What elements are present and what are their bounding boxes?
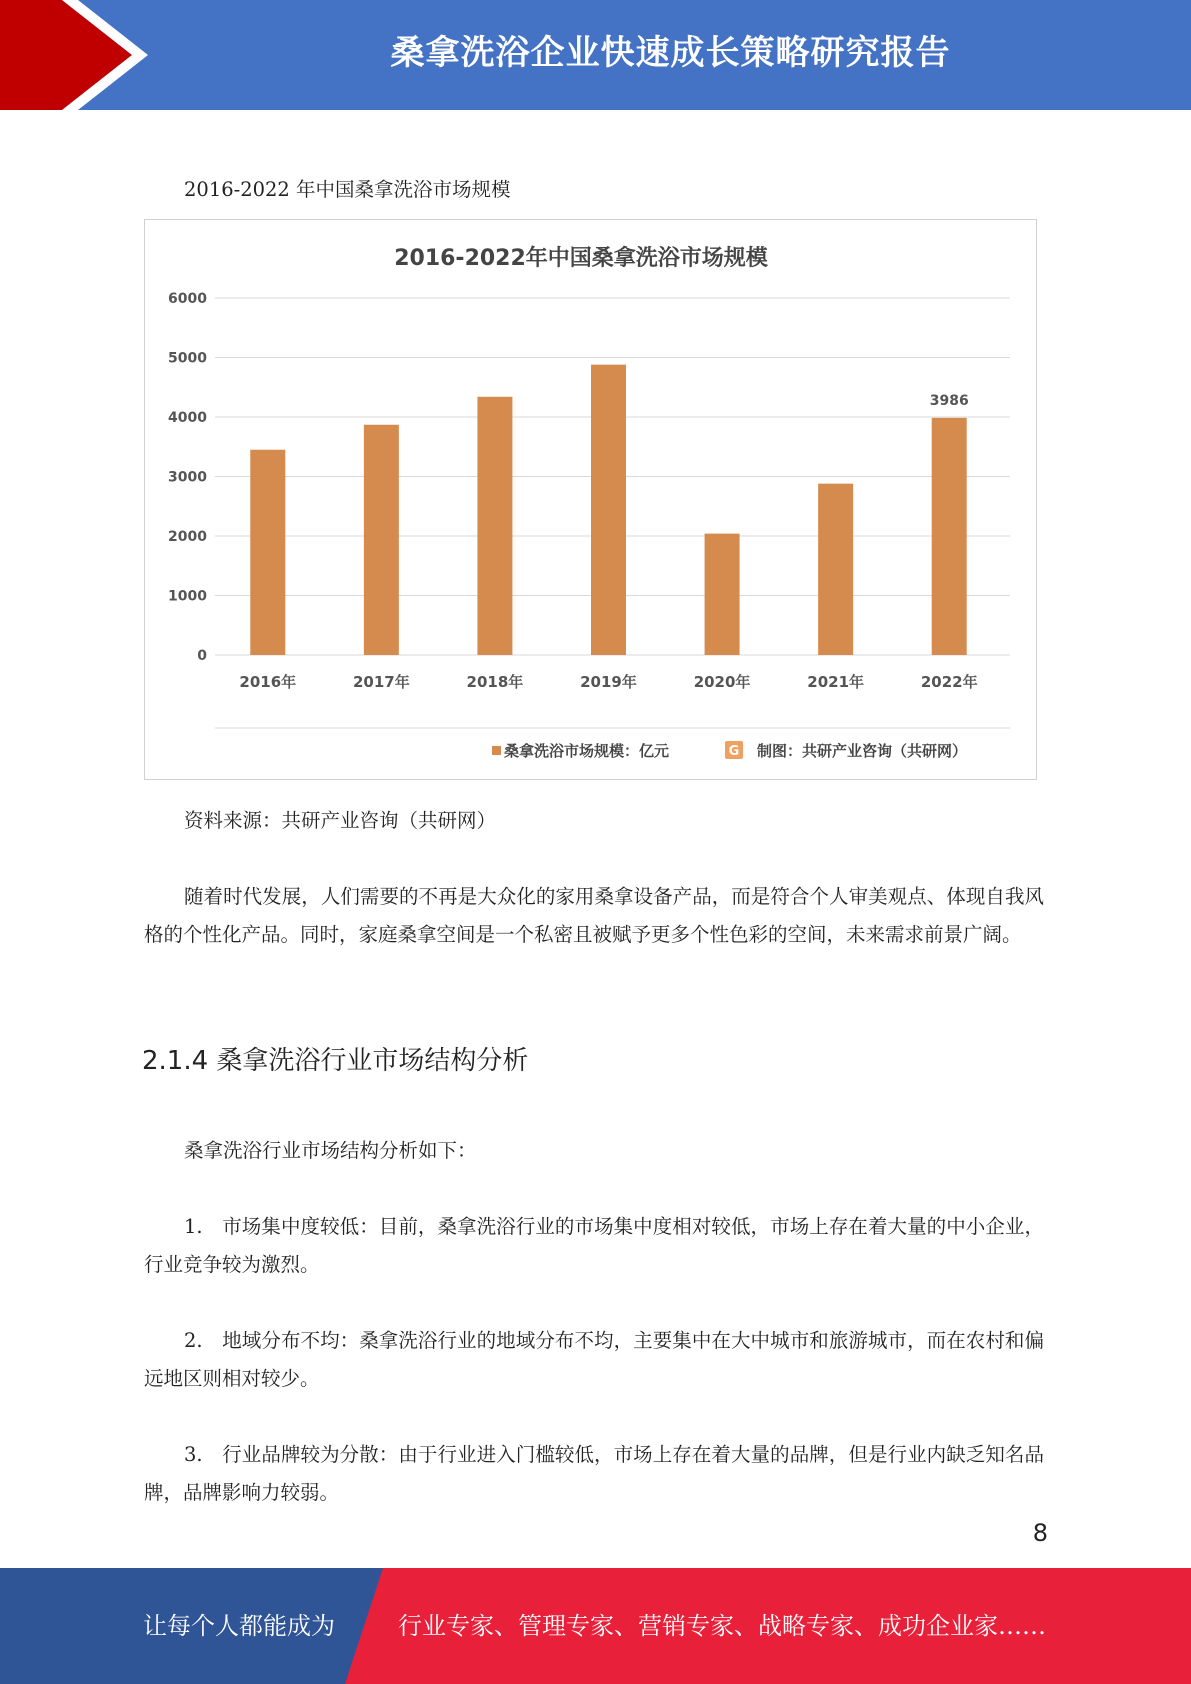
header-arrow-decoration	[0, 0, 160, 110]
x-tick-label: 2017年	[352, 673, 410, 691]
page-header	[0, 0, 1191, 110]
y-tick-label: 2000	[168, 529, 207, 545]
y-tick-label: 5000	[168, 350, 207, 367]
data-label: 3986	[929, 392, 969, 409]
figure-caption: 2016-2022 年中国桑拿洗浴市场规模	[184, 178, 511, 201]
bar	[818, 484, 853, 655]
x-tick-label: 2020年	[693, 673, 751, 691]
footer-slogan-left: 让每个人都能成为	[143, 1612, 335, 1640]
chart-credit: 制图：共研产业咨询（共研网）	[757, 742, 968, 760]
x-tick-label: 2019年	[580, 673, 637, 691]
section-heading: 2.1.4 桑拿洗浴行业市场结构分析	[142, 1046, 529, 1076]
bar	[250, 450, 285, 655]
y-tick-label: 0	[197, 648, 207, 664]
paragraph-intro: 桑拿洗浴行业市场结构分析如下：	[184, 1139, 477, 1162]
x-tick-label: 2016年	[239, 673, 297, 691]
report-title: 桑拿洗浴企业快速成长策略研究报告	[390, 33, 951, 73]
page-footer	[0, 1568, 1191, 1684]
bar-chart	[144, 219, 1037, 780]
legend-swatch	[492, 746, 501, 755]
footer-slogan-right: 行业专家、管理专家、营销专家、战略专家、成功企业家……	[398, 1612, 1046, 1640]
y-tick-label: 4000	[168, 410, 207, 426]
bar	[932, 418, 967, 655]
x-tick-label: 2018年	[466, 673, 524, 691]
legend-label: 桑拿洗浴市场规模：亿元	[504, 742, 670, 760]
list-item-2: 2. 地域分布不均：桑拿洗浴行业的地域分布不均，主要集中在大中城市和旅游城市，而在农村和偏远地区则相对较少。	[144, 1329, 1044, 1390]
paragraph-1: 随着时代发展，人们需要的不再是大众化的家用桑拿设备产品，而是符合个人审美观点、体现自我风格的个性化产品。同时，家庭桑拿空间是一个私密且被赋予更多个性色彩的空间，未来需求前景广阔。	[144, 885, 1044, 946]
y-tick-label: 6000	[168, 291, 207, 307]
list-item-1: 1. 市场集中度较低：目前，桑拿洗浴行业的市场集中度相对较低，市场上存在着大量的中小企业，行业竞争较为激烈。	[144, 1215, 1044, 1276]
y-tick-label: 3000	[168, 469, 207, 486]
bar	[705, 534, 740, 655]
chart-title: 2016-2022年中国桑拿洗浴市场规模	[394, 246, 768, 271]
x-tick-label: 2022年	[920, 673, 978, 691]
bar-chart-svg	[145, 220, 1036, 779]
bar	[591, 365, 626, 655]
page-number: 8	[1032, 1519, 1048, 1547]
list-item-3: 3. 行业品牌较为分散：由于行业进入门槛较低，市场上存在着大量的品牌，但是行业内缺乏知名品牌，品牌影响力较弱。	[144, 1443, 1044, 1504]
bar	[477, 397, 512, 655]
x-tick-label: 2021年	[807, 673, 865, 691]
figure-source: 资料来源：共研产业咨询（共研网）	[184, 809, 497, 832]
y-tick-label: 1000	[168, 588, 207, 605]
bar	[364, 425, 399, 655]
credit-logo-letter: G	[728, 744, 740, 759]
